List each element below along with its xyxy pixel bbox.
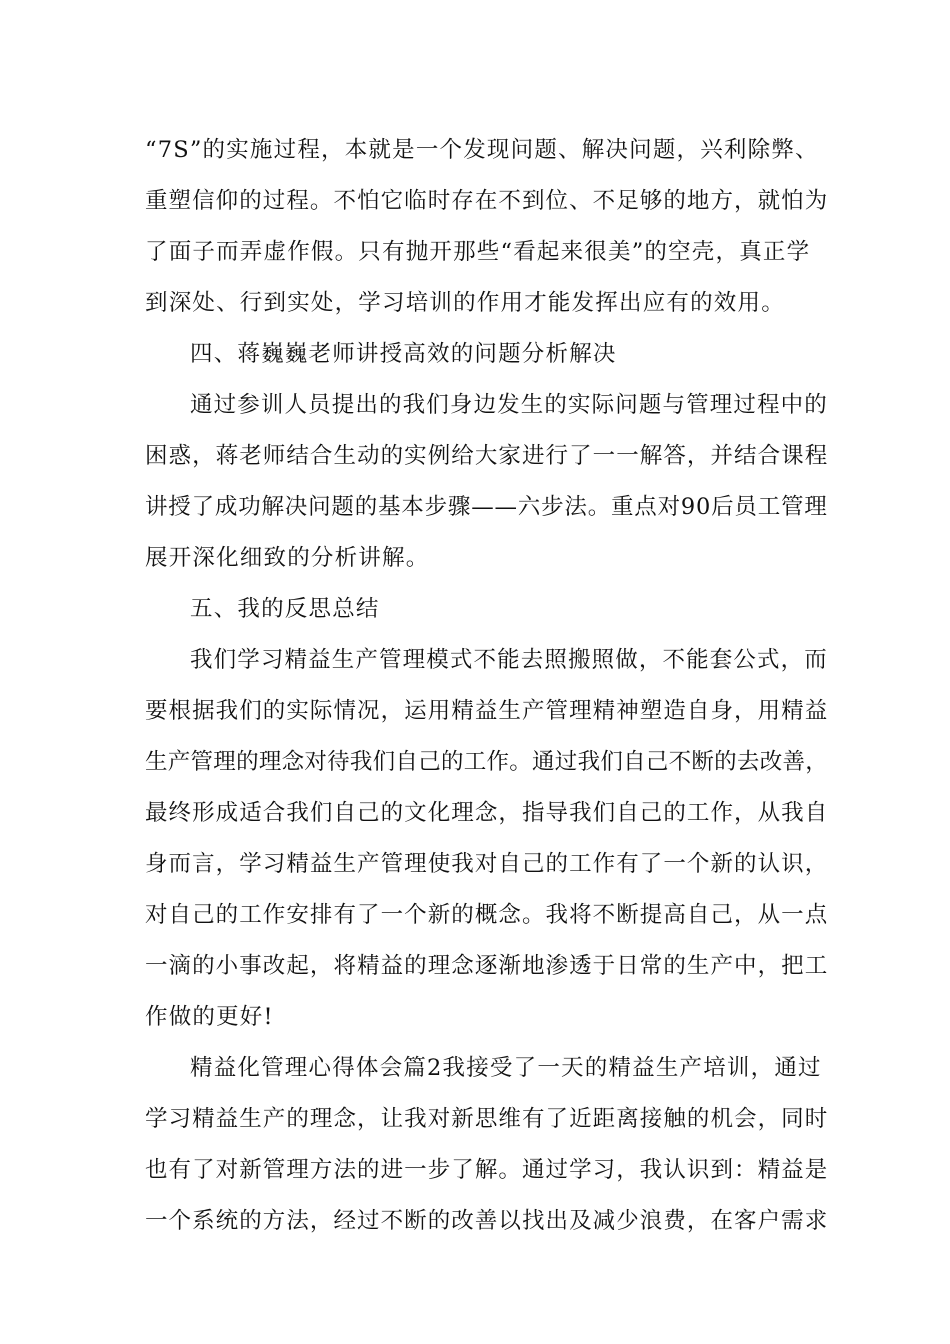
paragraph-line: 困惑，蒋老师结合生动的实例给大家进行了一一解答，并结合课程 [145, 443, 829, 469]
paragraph-line: 我们学习精益生产管理模式不能去照搬照做，不能套公式，而 [190, 647, 828, 673]
paragraph-line: 通过参训人员提出的我们身边发生的实际问题与管理过程中的 [190, 392, 828, 418]
paragraph-line: 最终形成适合我们自己的文化理念，指导我们自己的工作，从我自 [145, 800, 829, 826]
paragraph-line: 展开深化细致的分析讲解。 [145, 545, 430, 571]
paragraph-line: 也有了对新管理方法的进一步了解。通过学习，我认识到：精益是 [145, 1157, 829, 1183]
paragraph-line: 身而言，学习精益生产管理使我对自己的工作有了一个新的认识， [145, 851, 829, 877]
paragraph-line: 要根据我们的实际情况，运用精益生产管理精神塑造自身，用精益 [145, 698, 829, 724]
paragraph-line: “7S”的实施过程，本就是一个发现问题、解决问题，兴利除弊、 [145, 137, 819, 163]
paragraph-line: 作做的更好! [145, 1004, 274, 1030]
paragraph-line: 学习精益生产的理念，让我对新思维有了近距离接触的机会，同时 [145, 1106, 829, 1132]
paragraph-line: 到深处、行到实处，学习培训的作用才能发挥出应有的效用。 [145, 290, 785, 316]
section-heading: 五、我的反思总结 [190, 596, 380, 622]
paragraph-line: 对自己的工作安排有了一个新的概念。我将不断提高自己，从一点 [145, 902, 829, 928]
paragraph-line: 讲授了成功解决问题的基本步骤——六步法。重点对90后员工管理 [145, 494, 828, 520]
paragraph-line: 重塑信仰的过程。不怕它临时存在不到位、不足够的地方，就怕为 [145, 188, 829, 214]
paragraph-line: 一个系统的方法，经过不断的改善以找出及减少浪费，在客户需求 [145, 1208, 829, 1234]
paragraph-line: 生产管理的理念对待我们自己的工作。通过我们自己不断的去改善， [145, 749, 829, 775]
paragraph-line: 一滴的小事改起，将精益的理念逐渐地渗透于日常的生产中，把工 [145, 953, 829, 979]
paragraph-line: 精益化管理心得体会篇2我接受了一天的精益生产培训，通过 [190, 1055, 822, 1081]
section-heading: 四、蒋巍巍老师讲授高效的问题分析解决 [190, 341, 617, 367]
paragraph-line: 了面子而弄虚作假。只有抛开那些“看起来很美”的空壳，真正学 [145, 239, 811, 265]
